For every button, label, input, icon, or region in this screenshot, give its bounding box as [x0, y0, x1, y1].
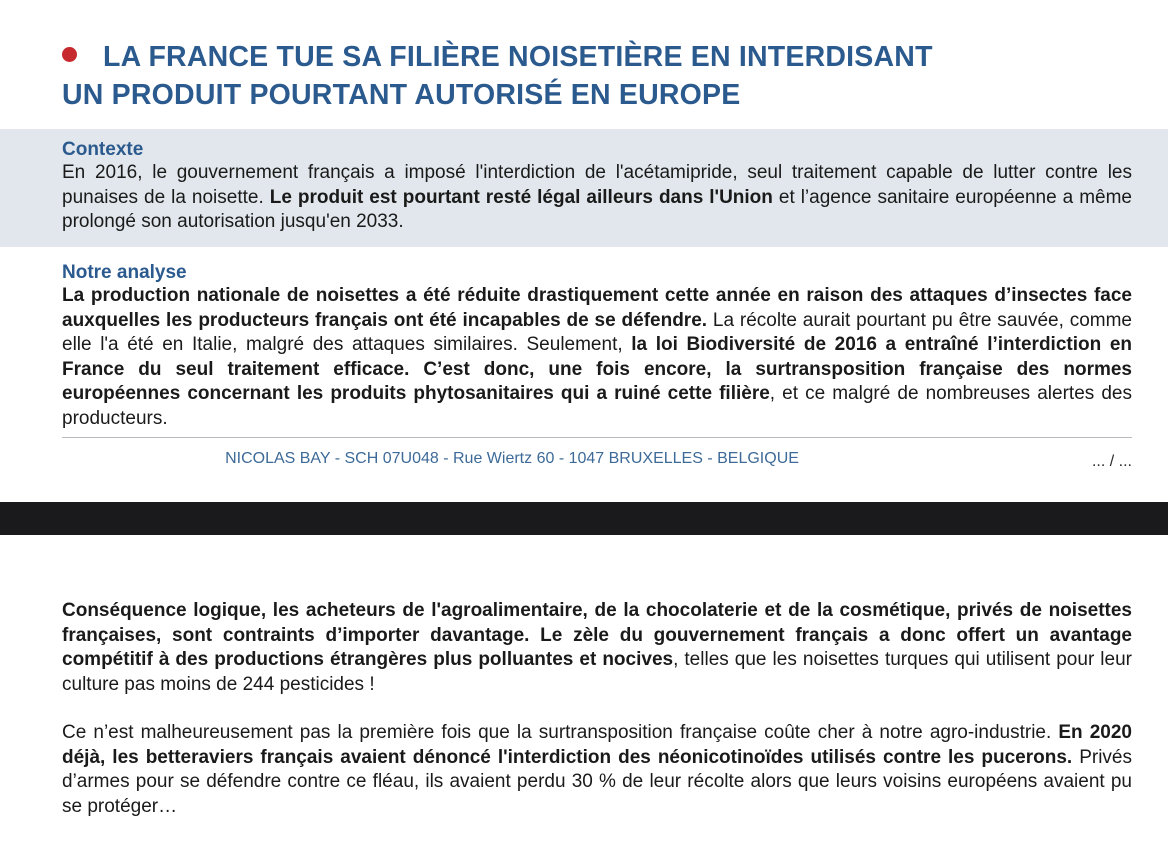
- analysis-text-1: La récolte aurait pourtant pu être sauvée, comme elle l'a été en Italie, malgré des attaques similaires. Seulement,: [62, 309, 1132, 355]
- context-paragraph: [62, 161, 1132, 235]
- page-number: ... / ...: [1091, 453, 1132, 470]
- page-two: [0, 535, 1168, 854]
- title-line-1: LA FRANCE TUE SA FILIÈRE NOISETIÈRE EN INTERDISANT: [103, 41, 933, 73]
- title-line-2: UN PRODUIT POURTANT AUTORISÉ EN EUROPE: [62, 79, 741, 111]
- p2-text-2: Privés d’armes pour se défendre contre ce fléau, ils avaient perdu 30 % de leur récolte alors que leurs voisins européens avaient pu se protéger…: [62, 746, 1132, 817]
- context-section: [0, 129, 1168, 247]
- analysis-heading: Notre analyse: [62, 262, 187, 283]
- analysis-section: [62, 262, 1132, 431]
- betteraviers-paragraph: [62, 721, 1132, 819]
- red-bullet-icon: [62, 47, 77, 62]
- footer-address: NICOLAS BAY - SCH 07U048 - Rue Wiertz 60 - 1047 BRUXELLES - BELGIQUE: [225, 450, 799, 467]
- p2-bold: En 2020 déjà, les betteraviers français avaient dénoncé l'interdiction des néonicotinoïdes utilisés contre les pucerons.: [62, 722, 1132, 768]
- analysis-text-2: , et ce malgré de nombreuses alertes des producteurs.: [62, 383, 1132, 429]
- context-text-1: En 2016, le gouvernement français a imposé l'interdiction de l'acétamipride, seul traitement capable de lutter contre les punaises de la noisette.: [62, 162, 1132, 208]
- context-text-2: et l’agence sanitaire européenne a même prolongé son autorisation jusqu'en 2033.: [62, 186, 1132, 232]
- page-separator: [0, 502, 1168, 535]
- analysis-bold-2: la loi Biodiversité de 2016 a entraîné l’interdiction en France du seul traitement efficace. C’est donc, une fois encore, la surtransposition française des normes européennes concernant les produits phytosanitaires qui a ruiné cette filière: [62, 334, 1133, 404]
- analysis-bold-1: La production nationale de noisettes a été réduite drastiquement cette année en raison des attaques d’insectes face auxquelles les producteurs français ont été incapables de se défendre.: [62, 285, 1132, 331]
- analysis-paragraph: [62, 284, 1132, 431]
- p1-text: , telles que les noisettes turques qui utilisent pour leur culture pas moins de 244 pesticides !: [62, 649, 1132, 695]
- p1-bold: Conséquence logique, les acheteurs de l'agroalimentaire, de la chocolaterie et de la cosmétique, privés de noisettes françaises, sont contraints d’importer davantage. Le zèle du gouvernement français a donc offert un avantage compétitif à des productions étrangères plus polluantes et nocives: [62, 600, 1132, 670]
- footer-divider: [62, 437, 1132, 438]
- document-title: [62, 38, 1122, 114]
- context-heading: Contexte: [62, 139, 144, 160]
- consequence-paragraph: [62, 599, 1132, 697]
- context-bold-1: Le produit est pourtant resté légal ailleurs dans l'Union: [269, 186, 773, 208]
- p2-text-1: Ce n’est malheureusement pas la première fois que la surtransposition française coûte cher à notre agro-industrie.: [62, 722, 1059, 743]
